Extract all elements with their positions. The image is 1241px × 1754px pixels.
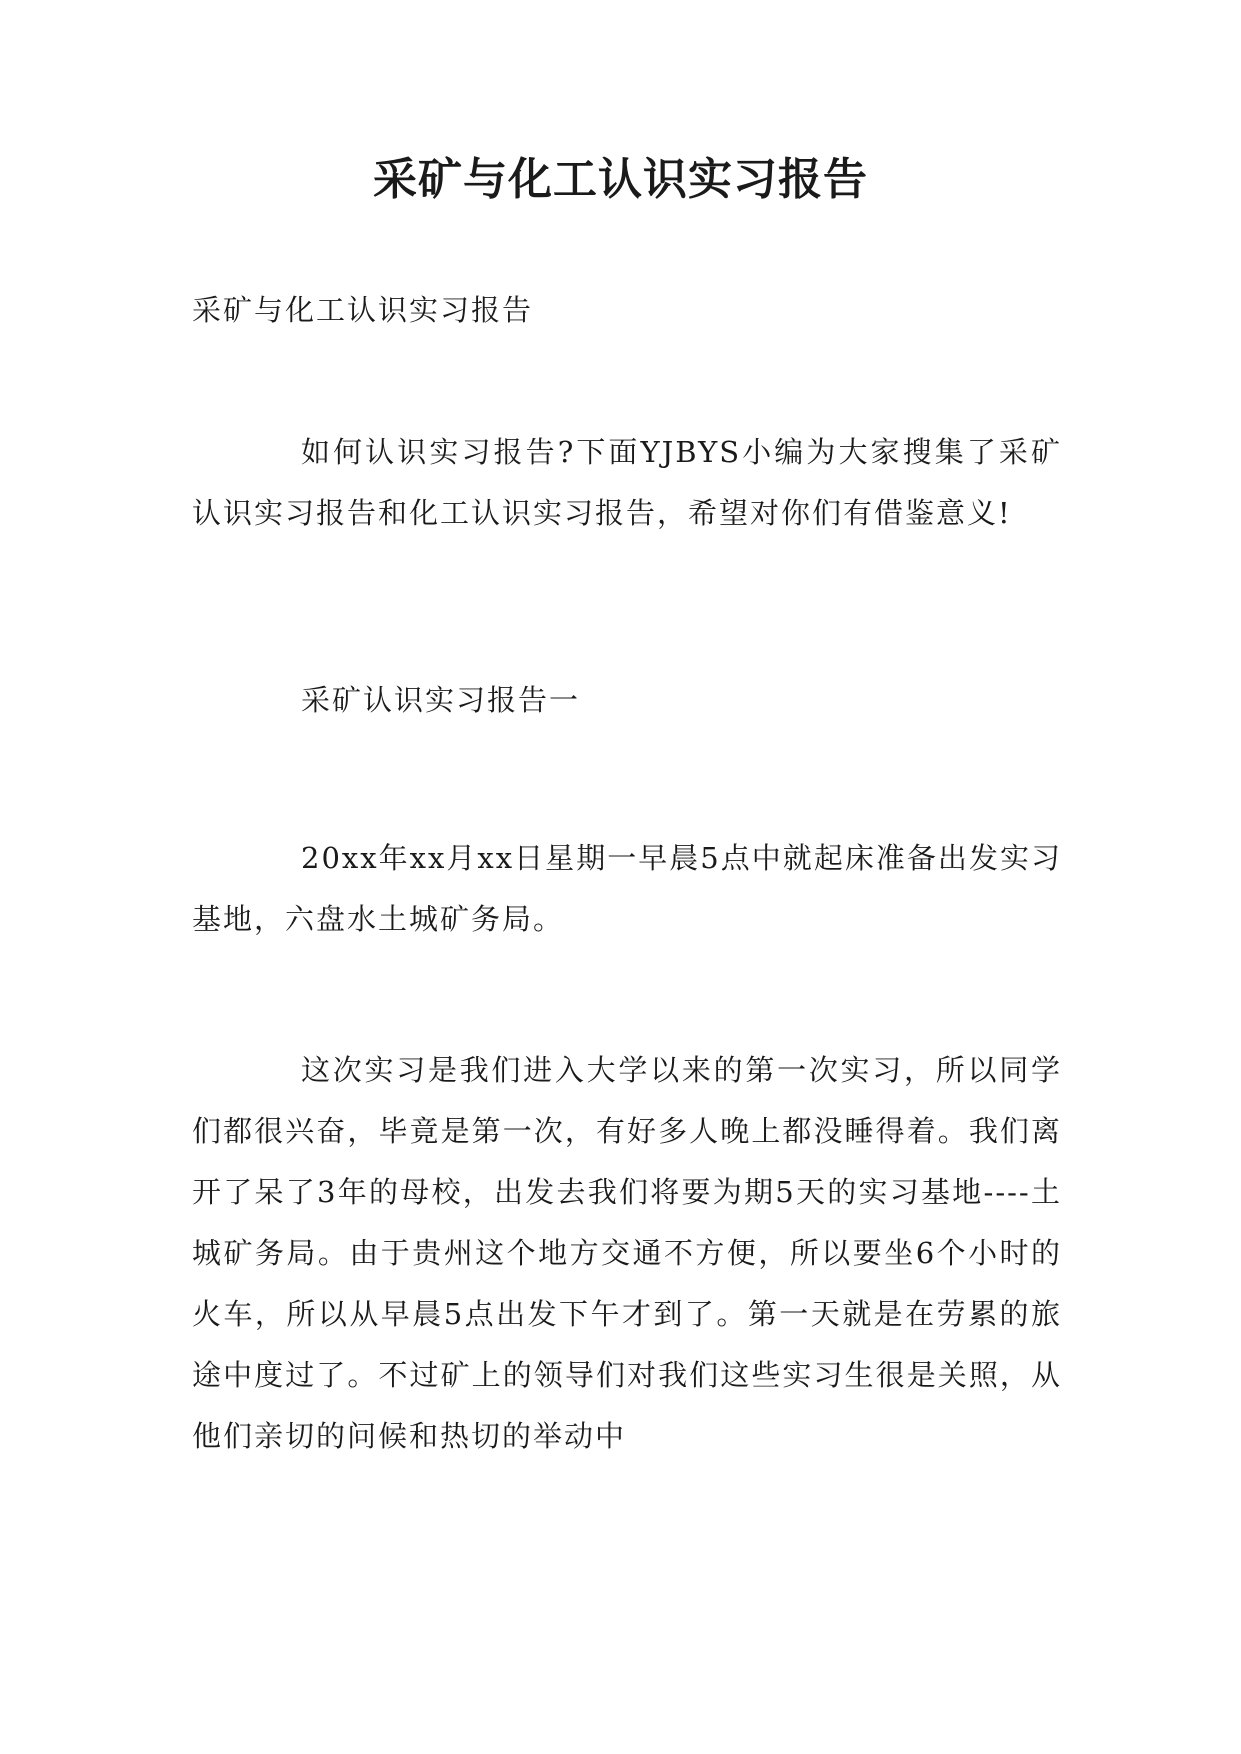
paragraph-2: 这次实习是我们进入大学以来的第一次实习，所以同学们都很兴奋，毕竟是第一次，有好多人晚上都没睡得着。我们离开了呆了3年的母校，出发去我们将要为期5天的实习基地----土城矿务局。由于贵州这个地方交通不方便，所以要坐6个小时的火车，所以从早晨5点出发下午才到了。第一天就是在劳累的旅途中度过了。不过矿上的领导们对我们这些实习生很是关照，从他们亲切的问候和热切的举动中	[192, 1053, 1062, 1453]
paragraph-1: 20xx年xx月xx日星期一早晨5点中就起床准备出发实习基地，六盘水土城矿务局。	[192, 841, 1062, 936]
intro-paragraph: 如何认识实习报告?下面YJBYS小编为大家搜集了采矿认识实习报告和化工认识实习报告，希望对你们有借鉴意义!	[192, 435, 1062, 530]
document-title: 采矿与化工认识实习报告	[373, 154, 868, 205]
document-subtitle: 采矿与化工认识实习报告	[192, 293, 534, 327]
section-heading: 采矿认识实习报告一	[301, 683, 581, 717]
